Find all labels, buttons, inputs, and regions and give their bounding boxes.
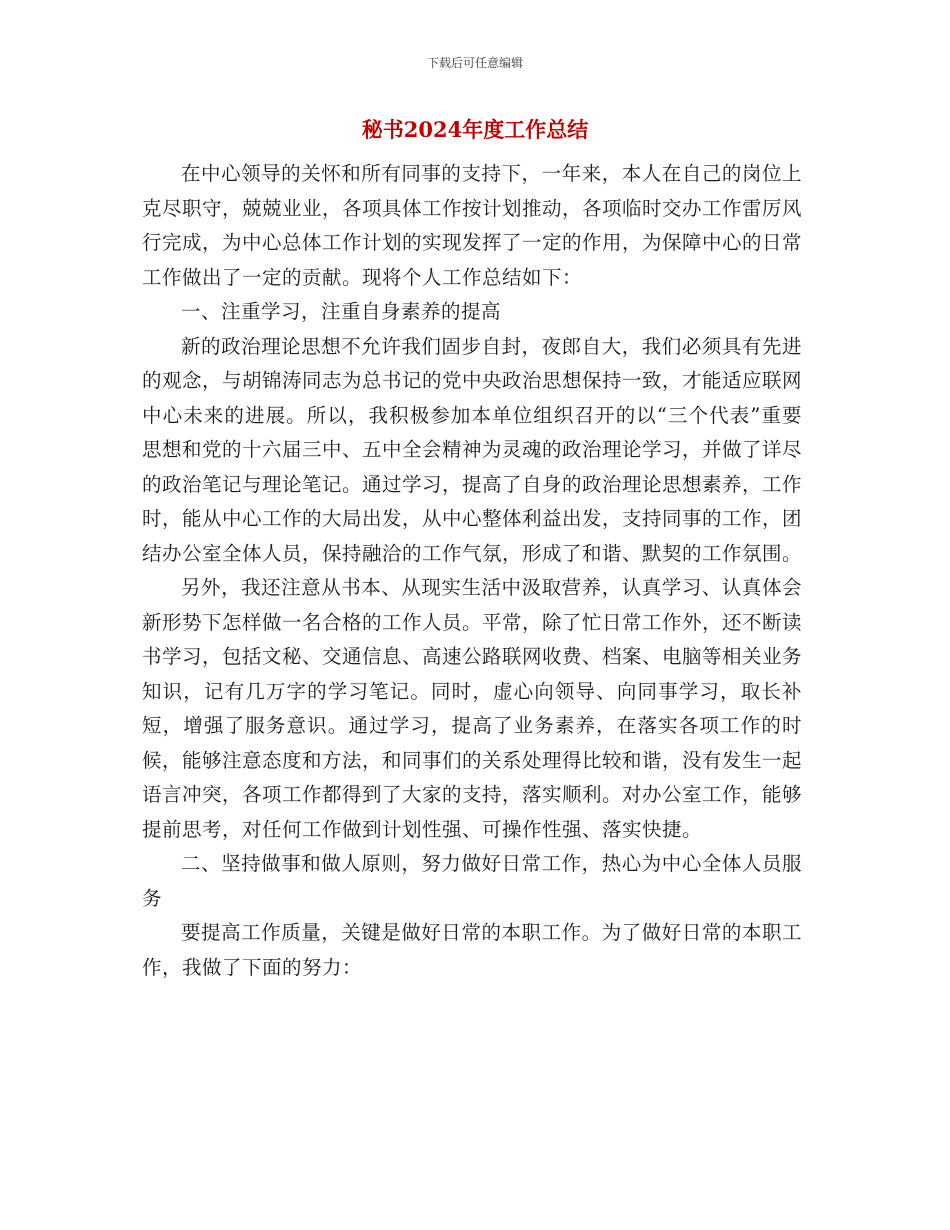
paragraph-self-improvement: 另外，我还注意从书本、从现实生活中汲取营养，认真学习、认真体会新形势下怎样做一名合格的工作人员。平常，除了忙日常工作外，还不断读书学习，包括文秘、交通信息、高速公路联网收费、档案、电脑等相关业务知识，记有几万字的学习笔记。同时，虚心向领导、向同事学习，取长补短，增强了服务意识。通过学习，提高了业务素养，在落实各项工作的时候，能够注意态度和方法，和同事们的关系处理得比较和谐，没有发生一起语言冲突，各项工作都得到了大家的支持，落实顺利。对办公室工作，能够提前思考，对任何工作做到计划性强、可操作性强、落实快捷。 <box>142 576 803 841</box>
section-heading-2: 二、坚持做事和做人原则，努力做好日常工作，热心为中心全体人员服务 <box>142 852 802 910</box>
page-header-note: 下载后可任意编辑 <box>426 56 523 70</box>
document-title: 秘书2024年度工作总结 <box>361 117 589 142</box>
paragraph-study: 新的政治理论思想不允许我们固步自封，夜郎自大，我们必须具有先进的观念，与胡锦涛同志为总书记的党中央政治思想保持一致，才能适应联网中心未来的进展。所以，我积极参加本单位组织召开的以“三个代表”重要思想和党的十六届三中、五中全会精神为灵魂的政治理论学习，并做了详尽的政治笔记与理论笔记。通过学习，提高了自身的政治理论思想素养，工作时，能从中心工作的大局出发，从中心整体利益出发，支持同事的工作，团结办公室全体人员，保持融洽的工作气氛，形成了和谐、默契的工作氛围。 <box>142 334 803 565</box>
section-heading-1: 一、注重学习，注重自身素养的提高 <box>181 300 502 323</box>
document-body <box>142 157 802 985</box>
paragraph-intro: 在中心领导的关怀和所有同事的支持下，一年来，本人在自己的岗位上克尽职守，兢兢业业，各项具体工作按计划推动，各项临时交办工作雷厉风行完成，为中心总体工作计划的实现发挥了一定的作用，为保障中心的日常工作做出了一定的贡献。现将个人工作总结如下： <box>142 162 803 289</box>
paragraph-daily-work: 要提高工作质量，关键是做好日常的本职工作。为了做好日常的本职工作，我做了下面的努力： <box>142 921 802 979</box>
